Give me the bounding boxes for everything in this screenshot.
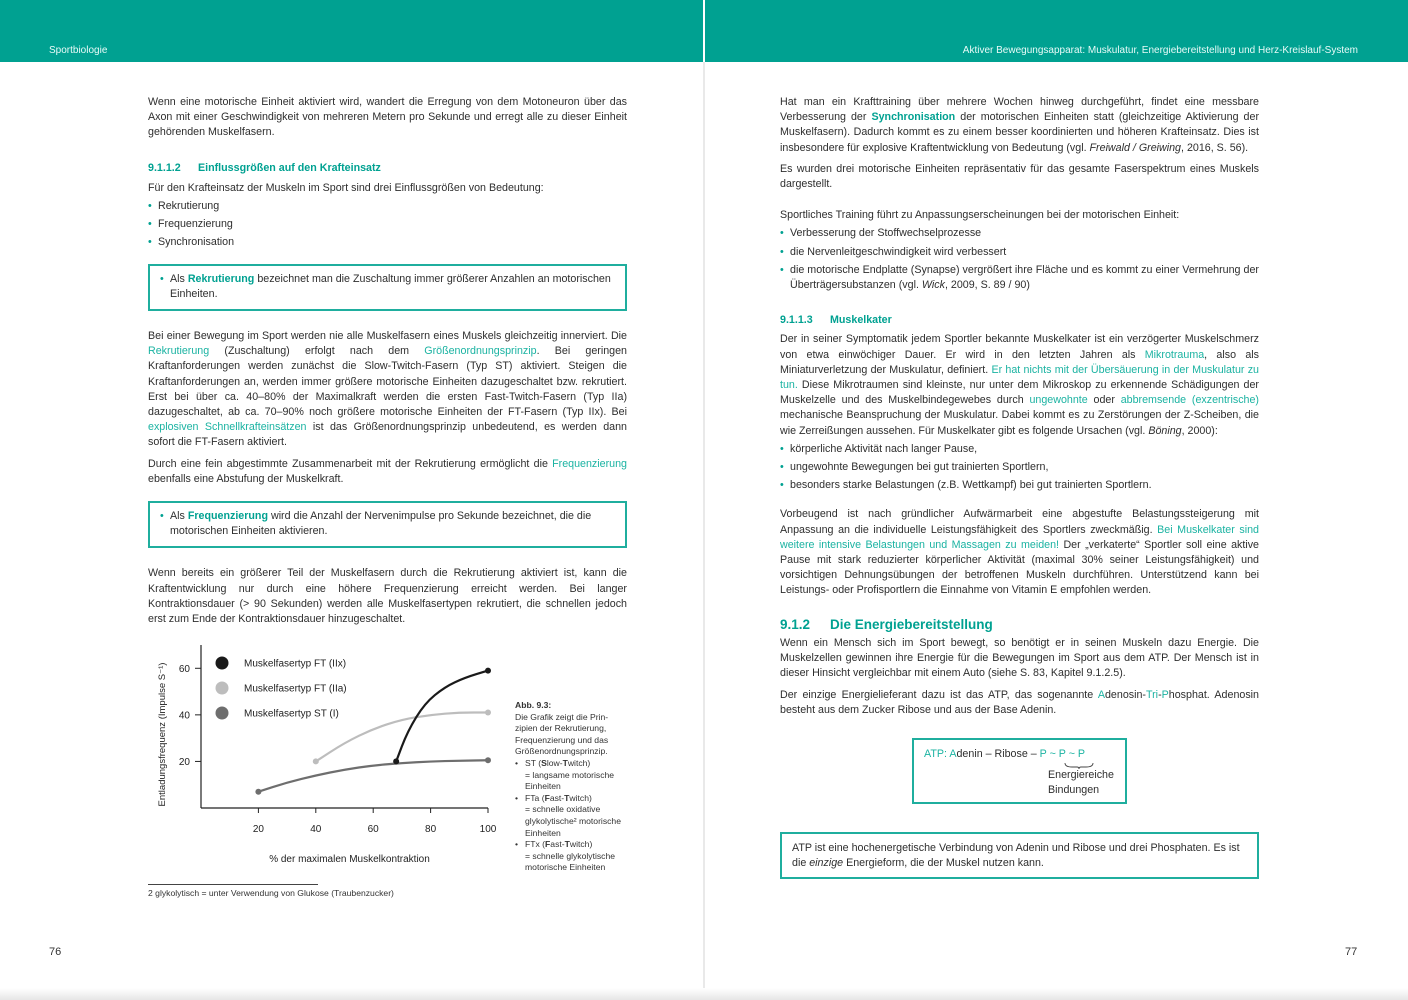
text-run: - xyxy=(1158,688,1162,701)
phosphate-chain: P ~ P ~ P xyxy=(1039,748,1086,760)
list-item: • Synchronisation xyxy=(148,235,627,250)
section-heading-einflussgroessen xyxy=(148,161,627,176)
atp-info-box xyxy=(780,832,1259,879)
text-run: low- xyxy=(546,757,563,768)
highlight-warnung: Bei Muskelkater sind weitere intensive Belastungen und Massagen zu meiden! xyxy=(780,523,1259,551)
text-run: witch) xyxy=(567,757,591,768)
text-run: Vorbeugend ist nach gründlicher Aufwärmarbeit eine abgestufte Belastungssteigerung mit Anpassung an die individuelle Leistungsfähigkeit des Sportlers zweckmäßig. xyxy=(780,508,1259,536)
section-number: 9.1.1.3 xyxy=(780,314,813,327)
text-run: F xyxy=(545,839,551,850)
highlight-rekrutierung: Rekrutierung xyxy=(148,345,210,358)
text-run: oder xyxy=(1087,394,1121,407)
text-run: Durch eine fein abgestimmte Zusammenarbeit mit der Rekrutierung ermöglicht die xyxy=(148,457,553,470)
caption-line: Größenordnungsprinzip. xyxy=(515,746,608,757)
paragraph-rekrutierung xyxy=(148,329,627,451)
emphasis: einzige xyxy=(809,857,844,870)
text-run: T xyxy=(562,757,568,768)
factor-list xyxy=(148,199,627,251)
definition-text: Als xyxy=(170,272,188,285)
text-run: T xyxy=(564,839,570,850)
citation: Wick xyxy=(921,279,945,292)
text-run: witch) xyxy=(569,839,593,850)
text-run: S xyxy=(541,757,547,768)
y-tick-label: 40 xyxy=(178,710,190,722)
highlight-schnellkrafteinsaetze: explosiven Schnellkrafteinsätzen xyxy=(148,421,307,434)
x-tick-label: 40 xyxy=(310,824,322,835)
section-number: 9.1.1.2 xyxy=(148,161,181,174)
text-run: mechanische Beanspruchung der Muskulatur. Dabei kommt es zu Zerstörungen der Z-Scheiben, die wie Zerreißungen aussehen. Für Muskelkater gibt es folgende Ursachen (vgl. xyxy=(780,409,1259,437)
section-title: Muskelkater xyxy=(830,314,892,327)
text-run: , 2016, S. 56). xyxy=(1181,141,1249,154)
section-number: 9.1.2 xyxy=(780,616,811,632)
highlight-frequenzierung: Frequenzierung xyxy=(552,457,627,470)
list-item: • Rekrutierung xyxy=(148,199,627,214)
definition-term: Frequenzierung xyxy=(187,510,268,523)
x-axis-label: % der maximalen Muskelkontraktion xyxy=(269,854,430,865)
series-line xyxy=(258,760,488,791)
atp-formula-box xyxy=(912,738,1127,804)
x-tick-label: 60 xyxy=(367,824,379,835)
right-page-text xyxy=(780,95,1259,724)
left-page-text xyxy=(148,95,627,633)
paragraph-atp xyxy=(780,688,1259,718)
definition-text: wird die Anzahl der Nervenimpulse pro Sekunde bezeichnet, die die motorischen Einheiten aktivieren. xyxy=(170,510,592,538)
x-tick-label: 80 xyxy=(425,824,437,835)
text-run: ebenfalls eine Abstufung der Muskelkraft. xyxy=(148,472,344,485)
text-run: Der „verkaterte“ Sportler soll eine aktive Pause mit stark reduzierter körperlicher Aktivität (maximal 30% seiner Leistungsfähigkeit) und vorsichtigen Dehnungsübungen der betroffenen Muskeln durchführen. Unterstützend kann bei Leistungs- oder Profisportlern die Einnahme von Vitamin E empfohlen werden. xyxy=(780,538,1259,597)
gutter-gap xyxy=(703,0,705,62)
energy-bond-label: Bindungen xyxy=(1048,784,1100,796)
series-line xyxy=(316,713,488,762)
definition-box-rekrutierung xyxy=(148,264,627,311)
text-run: Der einzige Energielieferant dazu ist das ATP, das sogenannte xyxy=(780,688,1098,701)
paragraph-repraesentativ: Es wurden drei motorische Einheiten repräsentativ für das gesamte Faserspektrum eines Muskels dargestellt. xyxy=(780,162,1259,191)
caption-desc: motorische Einheiten xyxy=(525,862,606,873)
data-point xyxy=(255,789,261,795)
figure-caption xyxy=(515,700,627,874)
text-run: Energieform, die der Muskel nutzen kann. xyxy=(843,857,1044,870)
highlight-letter: P xyxy=(1161,688,1169,701)
highlight-letter: A xyxy=(1097,688,1105,701)
caption-line: Frequenzierung und das xyxy=(515,734,609,745)
legend-label: Muskelfasertyp FT (IIa) xyxy=(244,683,347,695)
text-run: ast- xyxy=(550,839,565,850)
paragraph-vorbeugen xyxy=(780,507,1259,598)
citation: Freiwald / Greiwing xyxy=(1089,141,1181,154)
highlight-mikrotrauma: Mikrotrauma xyxy=(1144,348,1205,361)
data-point xyxy=(485,668,491,674)
x-tick-label: 100 xyxy=(479,824,497,835)
definition-text: Als xyxy=(170,510,188,523)
caption-line: zipien der Rekrutierung, xyxy=(515,723,607,734)
legend-label: Muskelfasertyp FT (IIx) xyxy=(244,658,347,670)
footnote-rule xyxy=(148,884,318,885)
caption-title: Abb. 9.3: xyxy=(515,700,552,710)
data-point xyxy=(393,758,399,764)
paragraph-muskelkater xyxy=(780,332,1259,438)
list-item xyxy=(780,263,1259,293)
text-run: (Zuschaltung) erfolgt nach dem xyxy=(209,345,425,358)
text-run: , also als Miniaturverletzung der Muskulatur, definiert. xyxy=(780,348,1259,376)
caption-desc: = langsame motorische xyxy=(525,769,615,780)
text-run: , 2009, S. 89 / 90) xyxy=(944,279,1030,292)
citation: Böning xyxy=(1148,424,1182,437)
section-title: Einflussgrößen auf den Krafteinsatz xyxy=(198,161,381,174)
section-lead: Für den Krafteinsatz der Muskeln im Sport sind drei Einflussgrößen von Bedeutung: xyxy=(148,181,544,194)
text-run: die motorische Endplatte (Synapse) vergrößert ihre Fläche und es kommt zu einer Vermehrung der Überträgersubstanzen (vgl. xyxy=(790,263,1259,292)
text-run: FTa ( xyxy=(525,792,545,803)
adaptation-list xyxy=(780,226,1259,293)
text-run: Diese Mikrotraumen sind kleinste, nur unter dem Mikroskop zu erkennende Schädigungen der Muskelzelle und des Muskelbindegewebes durch xyxy=(780,379,1259,407)
data-point xyxy=(313,758,319,764)
highlight-ungewohnte: ungewohnte xyxy=(1029,394,1088,407)
section-heading-energiebereitstellung xyxy=(780,617,1259,632)
caption-desc: Einheiten xyxy=(525,827,561,838)
text-run: A xyxy=(949,748,957,760)
header-left-title: Sportbiologie xyxy=(49,45,108,56)
highlight-synchronisation: Synchronisation xyxy=(871,111,956,124)
legend-marker xyxy=(216,682,229,695)
page-gutter xyxy=(703,0,705,1000)
caption-desc: = schnelle oxidative xyxy=(525,804,601,815)
text-run: FTx ( xyxy=(525,839,546,850)
text-run: Hat man ein Krafttraining über mehrere Wochen hinweg durchgeführt, findet eine messbare Verbesserung der xyxy=(780,96,1259,124)
header-right-title: Aktiver Bewegungsapparat: Muskulatur, Energiebereitstellung und Herz-Kreislauf-System xyxy=(962,45,1358,56)
caption-item-st xyxy=(515,758,627,770)
text-run: . Bei geringen Kraftanforderungen werden zunächst die Slow-Twitch-Fasern (Typ ST) aktiviert. Steigen die Kraftanforderungen an, werden immer größere motorische Einheiten dazugeschaltet bzw. rekrutiert. Erst bei über ca. 40–80% der Maximalkraft werden die ersten Fast-Twitch-Fasern (Typ IIa) dazugeschaltet, ab ca. 70–90% noch größere motorische Einheiten der FT-Fasern (Typ IIx). Bei xyxy=(148,345,628,419)
adaptation-lead: Sportliches Training führt zu Anpassungserscheinungen bei der motorischen Einheit: xyxy=(780,209,1180,222)
list-item: • Frequenzierung xyxy=(148,217,627,232)
text-run: denin – Ribose – xyxy=(956,748,1040,760)
section-heading-muskelkater xyxy=(780,313,1259,328)
list-item: • die Nervenleitgeschwindigkeit wird verbessert xyxy=(780,245,1259,260)
atp-formula xyxy=(924,747,1085,762)
text-run: , 2000): xyxy=(1181,424,1218,437)
page-number-left: 76 xyxy=(49,946,62,958)
legend-label: Muskelfasertyp ST (I) xyxy=(244,708,339,720)
page-number-right: 77 xyxy=(1345,946,1358,958)
legend-marker xyxy=(216,707,229,720)
caption-item-fta xyxy=(515,793,627,805)
recruitment-chart xyxy=(148,640,513,875)
highlight-uebersaeuerung: Er hat nichts mit der Übersäuerung in der Muskulatur zu tun. xyxy=(780,363,1259,392)
data-point xyxy=(485,757,491,763)
text-run: T xyxy=(564,792,570,803)
text-run: ast- xyxy=(549,792,565,803)
text-run: ATP ist eine hochenergetische Verbindung von Adenin und Ribose und drei Phosphaten. Es ist die xyxy=(792,842,1240,870)
text-run: ATP: xyxy=(924,748,950,760)
paragraph-energie: Wenn ein Mensch sich im Sport bewegt, so benötigt er in seinen Muskeln dazu Energie. Die Muskelzellen gewinnen ihre Energie für die Bewegungen im Sport aus dem ATP. Der Mensch ist in dieser Hinsicht vergleichbar mit einem Auto (siehe S. 83, Kapitel 9.1.2.5). xyxy=(780,636,1259,680)
text-run: denosin- xyxy=(1104,688,1146,701)
y-tick-label: 20 xyxy=(178,756,190,768)
text-run: der motorischen Einheiten statt (gleichzeitige Aktivierung der Muskelfasern). Dadurch kommt es zu einem besser koordinierten und höheren Krafteinsatz. Dies ist insbesondere für explosive Kraftentwicklung von Bedeutung (vgl. xyxy=(780,111,1260,154)
list-item: • körperliche Aktivität nach langer Pause, xyxy=(780,442,1259,457)
section-title: Die Energiebereitstellung xyxy=(830,616,993,632)
text-run: ST ( xyxy=(525,757,542,768)
definition-text: bezeichnet man die Zuschaltung immer größerer Anzahlen an motorischen Einheiten. xyxy=(170,272,611,300)
paragraph-kontraktion: Wenn bereits ein größerer Teil der Muskelfasern durch die Rekrutierung aktiviert ist, kann die Kraftentwicklung nur durch eine höhere Frequenzierung erreicht werden. Bei langer Kontraktionsdauer (> 90 Sekunden) werden alle Muskelfasertypen rekrutiert, die schnellen jedoch erst zum Ende der Kontraktionsdauer hinzugeschaltet. xyxy=(148,567,627,626)
caption-desc: Einheiten xyxy=(525,781,561,792)
y-axis-label: Entladungsfrequenz (Impulse S⁻¹) xyxy=(157,662,168,807)
data-point xyxy=(485,710,491,716)
caption-desc: = schnelle glykolytische xyxy=(525,850,616,861)
highlight-abbremsende: abbremsende (exzentrische) xyxy=(1120,394,1259,407)
text-run: witch) xyxy=(569,792,592,803)
highlight-groessenordnungsprinzip: Größenordnungsprinzip xyxy=(424,345,537,358)
definition-box-frequenzierung xyxy=(148,501,627,548)
intro-paragraph: Wenn eine motorische Einheit aktiviert wird, wandert die Erregung von dem Motoneuron über das Axon mit einer Geschwindigkeit von mehreren Metern pro Sekunde und erregt alle zu dieser Einheit gehörenden Muskelfasern. xyxy=(148,96,627,139)
definition-term: Rekrutierung xyxy=(187,272,255,285)
text-run: ist das Größenordnungsprinzip unbedeutend, es werden dann sofort die FT-Fasern aktiviert. xyxy=(148,421,628,449)
list-item: • Verbesserung der Stoffwechselprozesse xyxy=(780,226,1259,241)
energy-bond-label: Energiereiche xyxy=(1048,769,1114,781)
text-run: Bei einer Bewegung im Sport werden nie alle Muskelfasern eines Muskels gleichzeitig innerviert. Die xyxy=(148,330,627,343)
legend-marker xyxy=(216,657,229,670)
series-line xyxy=(396,671,488,762)
caption-line: Die Grafik zeigt die Prin- xyxy=(515,711,609,722)
causes-list xyxy=(780,442,1259,494)
x-tick-label: 20 xyxy=(252,824,264,835)
y-tick-label: 60 xyxy=(178,663,190,675)
paragraph-frequenz xyxy=(148,457,627,487)
page-bottom-shadow xyxy=(0,988,1408,1000)
list-item: • besonders starke Belastungen (z.B. Wettkampf) bei gut trainierten Sportlern. xyxy=(780,478,1259,493)
text-run: Der in seiner Symptomatik jedem Sportler bekannte Muskelkater ist ein verzögerter Muskelschmerz von etwa einwöchiger Dauer. Er wird in den letzten Jahren als xyxy=(780,333,1259,361)
text-run: hosphat. Adenosin besteht aus dem Zucker Ribose und aus der Base Adenin. xyxy=(780,688,1259,716)
list-item: • ungewohnte Bewegungen bei gut trainierten Sportlern, xyxy=(780,460,1259,475)
caption-desc: glykolytische² motorische xyxy=(525,815,621,826)
footnote: 2 glykolytisch = unter Verwendung von Glukose (Traubenzucker) xyxy=(148,888,394,898)
text-run: F xyxy=(544,792,550,803)
highlight-letter: Tri xyxy=(1145,688,1159,701)
caption-item-ftx xyxy=(515,839,627,851)
paragraph-synchronisation xyxy=(780,95,1259,156)
